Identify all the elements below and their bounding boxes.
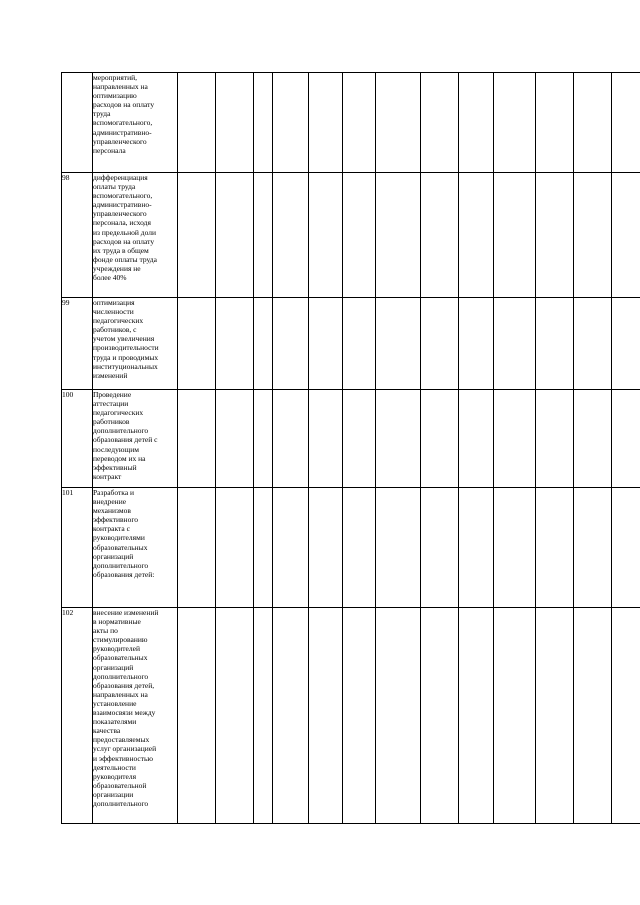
empty-cell: [178, 73, 216, 173]
empty-cell: [574, 298, 612, 390]
empty-cell: [343, 298, 376, 390]
empty-cell: [494, 73, 536, 173]
table-body: [62, 73, 640, 824]
empty-cell: [459, 488, 494, 608]
empty-cell: [309, 73, 343, 173]
row-number: 101: [62, 488, 93, 608]
empty-cell: [574, 173, 612, 298]
row-description: оптимизация численности педагогических работников, с учетом увеличения производительности труда и проводимых институциональных изменений: [93, 298, 178, 390]
empty-cell: [536, 73, 574, 173]
empty-cell: [421, 488, 459, 608]
row-number: 99: [62, 298, 93, 390]
empty-cell: [536, 390, 574, 488]
table-row: [62, 173, 640, 298]
empty-cell: [178, 488, 216, 608]
empty-cell: [612, 390, 640, 488]
empty-cell: [574, 73, 612, 173]
empty-cell: [216, 608, 254, 824]
empty-cell: [216, 298, 254, 390]
empty-cell: [494, 488, 536, 608]
row-description: дифференциация оплаты труда вспомогательного, административно- управленческого персонала, исходя из предельной доли расходов на оплату их труда в общем фонде оплаты труда учреждения не более 40%: [93, 173, 178, 298]
empty-cell: [254, 173, 273, 298]
empty-cell: [254, 298, 273, 390]
empty-cell: [343, 488, 376, 608]
empty-cell: [421, 173, 459, 298]
row-description: Разработка и внедрение механизмов эффективного контракта с руководителями образовательных организаций дополнительного образования детей:: [93, 488, 178, 608]
empty-cell: [459, 608, 494, 824]
empty-cell: [536, 173, 574, 298]
empty-cell: [309, 298, 343, 390]
empty-cell: [273, 73, 309, 173]
empty-cell: [343, 173, 376, 298]
empty-cell: [273, 390, 309, 488]
empty-cell: [343, 73, 376, 173]
empty-cell: [574, 390, 612, 488]
empty-cell: [494, 608, 536, 824]
empty-cell: [178, 608, 216, 824]
empty-cell: [343, 608, 376, 824]
empty-cell: [494, 298, 536, 390]
empty-cell: [254, 608, 273, 824]
empty-cell: [376, 298, 421, 390]
empty-cell: [494, 390, 536, 488]
empty-cell: [216, 488, 254, 608]
empty-cell: [178, 390, 216, 488]
empty-cell: [376, 173, 421, 298]
empty-cell: [421, 298, 459, 390]
empty-cell: [459, 298, 494, 390]
empty-cell: [216, 73, 254, 173]
empty-cell: [536, 608, 574, 824]
empty-cell: [612, 298, 640, 390]
table-row: [62, 390, 640, 488]
table-row: [62, 73, 640, 173]
empty-cell: [343, 390, 376, 488]
row-number: 102: [62, 608, 93, 824]
empty-cell: [494, 173, 536, 298]
empty-cell: [273, 488, 309, 608]
empty-cell: [376, 390, 421, 488]
empty-cell: [376, 73, 421, 173]
empty-cell: [421, 608, 459, 824]
empty-cell: [254, 390, 273, 488]
empty-cell: [178, 298, 216, 390]
empty-cell: [254, 488, 273, 608]
empty-cell: [309, 390, 343, 488]
empty-cell: [459, 173, 494, 298]
empty-cell: [309, 488, 343, 608]
row-number: 100: [62, 390, 93, 488]
empty-cell: [612, 173, 640, 298]
empty-cell: [376, 608, 421, 824]
empty-cell: [273, 608, 309, 824]
empty-cell: [309, 173, 343, 298]
row-number: [62, 73, 93, 173]
empty-cell: [216, 173, 254, 298]
empty-cell: [459, 390, 494, 488]
empty-cell: [574, 608, 612, 824]
empty-cell: [376, 488, 421, 608]
empty-cell: [612, 73, 640, 173]
row-number: 98: [62, 173, 93, 298]
table-row: [62, 298, 640, 390]
table-row: [62, 608, 640, 824]
measures-table: [61, 72, 640, 824]
empty-cell: [273, 298, 309, 390]
row-description: внесение изменений в нормативные акты по стимулированию руководителей образовательных организаций дополнительного образования детей, направленных на установление взаимосвязи между показателями качества предоставляемых услуг организацией и эффективностью деятельности руководителя образовательной организации дополнительного: [93, 608, 178, 824]
row-description: мероприятий, направленных на оптимизацию расходов на оплату труда вспомогательного, административно- управленческого персонала: [93, 73, 178, 173]
empty-cell: [612, 608, 640, 824]
empty-cell: [309, 608, 343, 824]
empty-cell: [254, 73, 273, 173]
empty-cell: [459, 73, 494, 173]
empty-cell: [574, 488, 612, 608]
empty-cell: [421, 73, 459, 173]
empty-cell: [178, 173, 216, 298]
empty-cell: [536, 488, 574, 608]
row-description: Проведение аттестации педагогических работников дополнительного образования детей с последующим переводом их на эффективный контракт: [93, 390, 178, 488]
empty-cell: [612, 488, 640, 608]
empty-cell: [273, 173, 309, 298]
empty-cell: [536, 298, 574, 390]
table-row: [62, 488, 640, 608]
empty-cell: [216, 390, 254, 488]
empty-cell: [421, 390, 459, 488]
